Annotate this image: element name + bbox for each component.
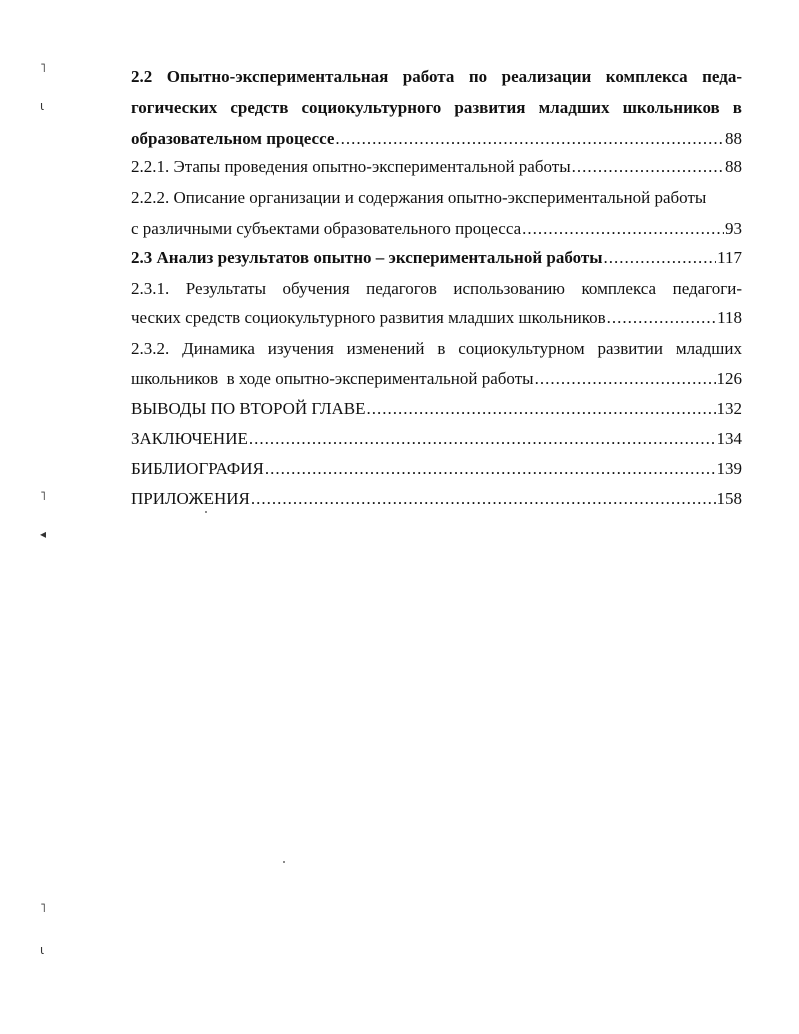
scan-artifact: ◂ [40, 527, 47, 541]
dot-leader [522, 214, 724, 244]
toc-entry-2-3-2-line1: 2.3.2. Динамика изучения изменений в социокультурном развитии младших [131, 339, 742, 358]
toc-entry-title: ПРИЛОЖЕНИЯ [131, 489, 250, 508]
toc-page-number: 88 [725, 129, 742, 148]
toc-entry-2-2-line3 [131, 124, 742, 154]
dot-leader [367, 394, 716, 424]
toc-entry-appendices [131, 484, 742, 514]
toc-entry-2-2-title-end: образовательном процессе [131, 129, 335, 148]
toc-page-number: 118 [717, 308, 742, 327]
toc-entry-2-3-1-line1: 2.3.1. Результаты обучения педагогов использованию комплекса педагоги- [131, 279, 742, 298]
scan-artifact: ι [40, 99, 45, 113]
scan-artifact: ι [40, 943, 45, 957]
dot-leader [572, 152, 724, 182]
toc-entry-conclusions [131, 394, 742, 424]
dot-leader [607, 303, 717, 333]
toc-entry-summary [131, 424, 742, 454]
toc-entry-title: ческих средств социокультурного развития младших школьников [131, 308, 606, 327]
toc-entry-2-3-2-line2 [131, 364, 742, 394]
toc-page-number: 88 [725, 157, 742, 176]
scan-artifact: ˥ [40, 489, 46, 503]
toc-entry-2-2-line2: гогических средств социокультурного развития младших школьников в [131, 98, 742, 117]
dot-leader [604, 243, 717, 273]
toc-page-number: 93 [725, 219, 742, 238]
dot-leader [251, 484, 716, 514]
toc-page-number: 126 [716, 369, 742, 388]
toc-entry-title: школьников в ходе опытно-экспериментальной работы [131, 369, 534, 388]
scan-artifact: ˥ [40, 61, 46, 75]
toc-entry-2-2-2-line1: 2.2.2. Описание организации и содержания опытно-экспериментальной работы [131, 188, 707, 207]
dot-leader [335, 124, 724, 154]
scan-artifact: ˥ [40, 901, 46, 915]
toc-page-number: 139 [716, 459, 742, 478]
toc-entry-title: БИБЛИОГРАФИЯ [131, 459, 264, 478]
toc-entry-2-3-1-line2 [131, 303, 742, 333]
toc-page-number: 158 [716, 489, 742, 508]
toc-entry-title: 2.2.1. Этапы проведения опытно-экспериментальной работы [131, 157, 571, 176]
toc-entry-title: 2.3 Анализ результатов опытно – экспериментальной работы [131, 248, 603, 267]
toc-entry-2-3 [131, 243, 742, 273]
toc-entry-title: ВЫВОДЫ ПО ВТОРОЙ ГЛАВЕ [131, 399, 366, 418]
scan-speck [283, 861, 285, 863]
dot-leader [249, 424, 716, 454]
toc-entry-2-2-2-line2 [131, 214, 742, 244]
toc-page-number: 117 [717, 248, 742, 267]
toc-entry-2-2-1 [131, 152, 742, 182]
dot-leader [535, 364, 716, 394]
toc-page-number: 132 [716, 399, 742, 418]
toc-page-number: 134 [716, 429, 742, 448]
toc-entry-title: ЗАКЛЮЧЕНИЕ [131, 429, 248, 448]
toc-entry-title: с различными субъектами образовательного процесса [131, 219, 522, 238]
dot-leader [265, 454, 716, 484]
toc-entry-bibliography [131, 454, 742, 484]
toc-entry-2-2-line1: 2.2 Опытно-экспериментальная работа по реализации комплекса педа- [131, 67, 742, 86]
